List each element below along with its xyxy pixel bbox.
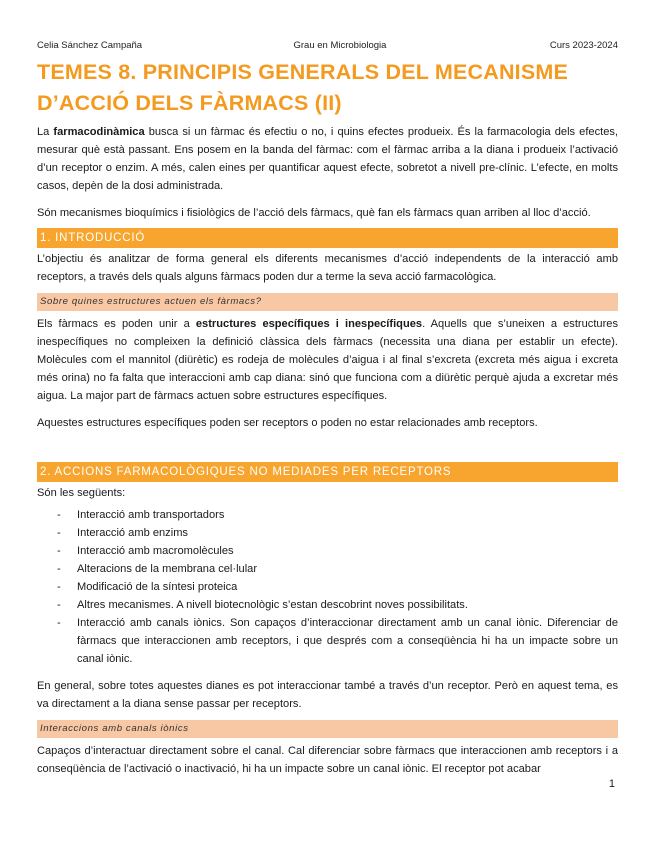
subheading-canals-ionics: Interaccions amb canals iònics: [37, 720, 618, 738]
page-title: TEMES 8. PRINCIPIS GENERALS DEL MECANISME D’ACCIÓ DELS FÀRMACS (II): [37, 60, 569, 115]
list-item: - Modificació de la síntesi proteica: [57, 581, 238, 593]
section1-paragraph-3: Aquestes estructures específiques poden ser receptors o poden no estar relacionades amb receptors.: [37, 417, 538, 429]
subheading-estructures: Sobre quines estructures actuen els fàrmacs?: [37, 293, 618, 311]
list-item: - Altres mecanismes. A nivell biotecnològic s’estan descobrint noves possibilitats.: [57, 599, 468, 611]
section-heading-introduccio: 1. INTRODUCCIÓ: [37, 228, 618, 248]
list-item: - Alteracions de la membrana cel·lular: [57, 563, 258, 575]
section2-paragraph-after-list: En general, sobre totes aquestes dianes es pot interaccionar també a través d’un receptor. Però en aquest tema, es va directament a la diana sense passar per receptors.: [37, 680, 618, 710]
section1-paragraph-2: Els fàrmacs es poden unir a estructures específiques i inespecífiques. Aquells que s’uneixen a estructures inespecífiques no compleixen la definició clàssica dels fàrmacs (necessita una diana per establir un efecte). Molècules com el mannitol (diürètic) es rodeja de molècules d’aigua i al final s’excreta (excreta més aigua i excreta més orina) no fa falta que interaccioni amb cap diana: sinó que funciona com a diürètic perquè ajuda a excretar més aigua. La major part de fàrmacs actuen sobre estructures específiques.: [37, 318, 618, 402]
section-heading-accions: 2. ACCIONS FARMACOLÒGIQUES NO MEDIADES PER RECEPTORS: [37, 462, 618, 482]
list-item: - Interacció amb macromolècules: [57, 545, 234, 557]
list-item: - Interacció amb enzims: [57, 527, 188, 539]
section2-lead: Són les següents:: [37, 487, 126, 499]
intro-paragraph-2: Són mecanismes bioquímics i fisiològics de l’acció dels fàrmacs, què fan els fàrmacs quan arriben al lloc d’acció.: [37, 207, 591, 219]
document-page: [37, 40, 618, 778]
header-author: Celia Sánchez Campaña: [37, 40, 143, 51]
header-degree: Grau en Microbiologia: [293, 40, 387, 51]
page-number: 1: [608, 778, 615, 790]
list-item: - Interacció amb canals iònics. Son capaços d’interaccionar directament amb un canal iònic. Diferenciar de fàrmacs que interaccionen amb receptors, i que després com a conseqüència hi ha un impacte sobre un canal iònic.: [57, 617, 618, 665]
intro-paragraph-1: La farmacodinàmica busca si un fàrmac és efectiu o no, i quins efectes produeix. És la farmacologia dels efectes, mesurar què està passant. Ens posem en la banda del fàrmac: com el fàrmac arriba a la diana i produeix l’activació d’un receptor o enzim. A més, calen eines per quantificar aquest efecte, sobretot a nivell pre-clínic. L’efecte, en molts casos, depèn de la dosi administrada.: [37, 126, 619, 192]
section2-paragraph-last: Capaços d’interactuar directament sobre el canal. Cal diferenciar sobre fàrmacs que interaccionen amb receptors i a conseqüència de l’activació o inactivació, hi ha un impacte sobre un canal iònic. El receptor pot acabar: [37, 745, 618, 775]
header-course: Curs 2023-2024: [549, 40, 618, 51]
section1-paragraph-1: L’objectiu és analitzar de forma general els diferents mecanismes d’acció independents de la interacció amb receptors, a través dels quals alguns fàrmacs poden dur a terme la seva acció farmacològica.: [37, 253, 618, 283]
page-header: [37, 40, 618, 53]
mechanisms-list: [37, 506, 618, 668]
list-item: - Interacció amb transportadors: [57, 509, 225, 521]
